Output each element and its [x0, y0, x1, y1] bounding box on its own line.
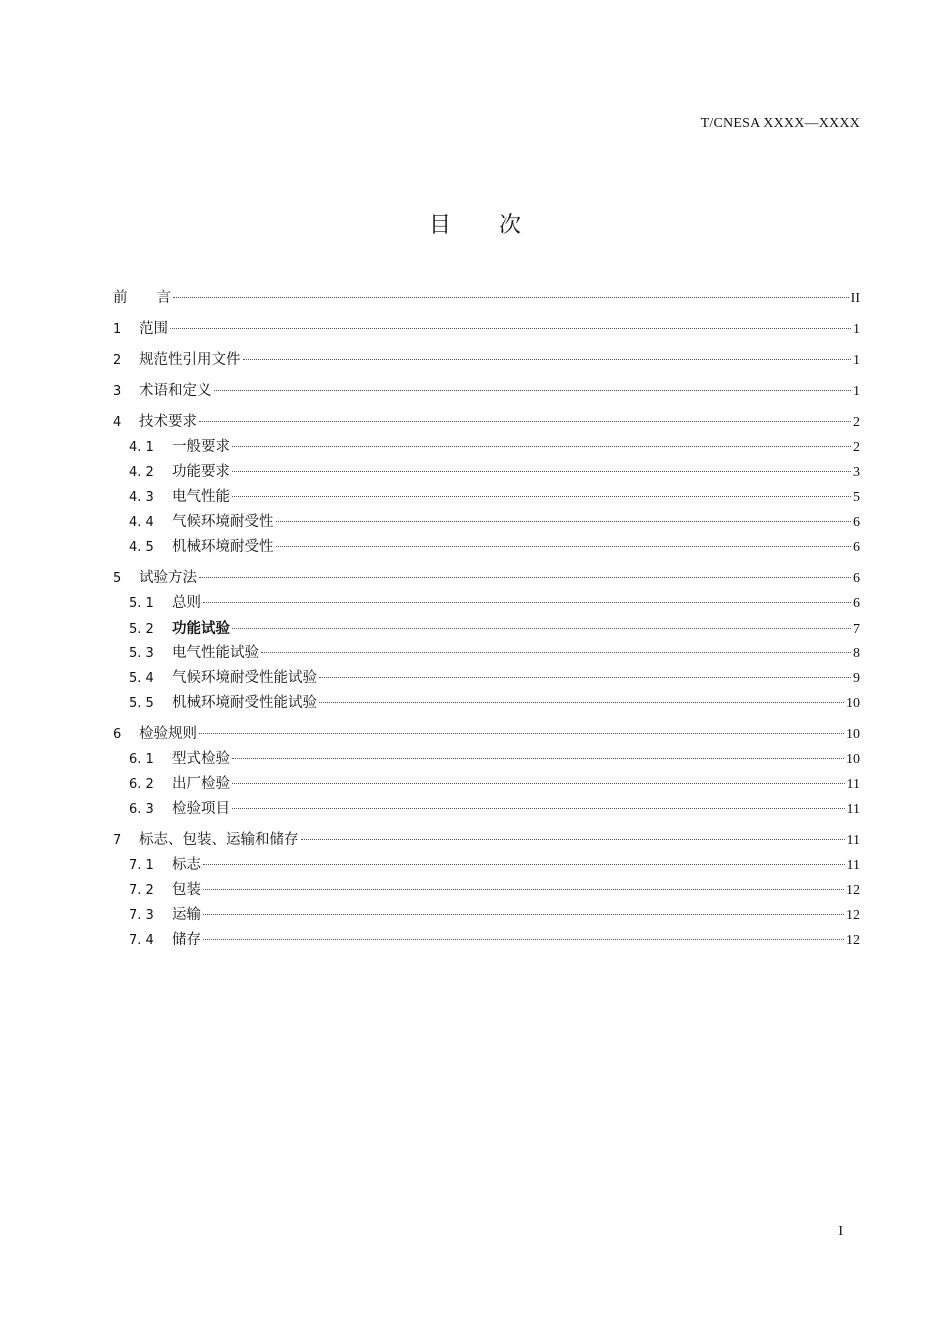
toc-entry-page: 10 — [846, 696, 860, 711]
toc-entry-page: 1 — [853, 322, 860, 337]
toc-subentry[interactable] — [113, 878, 860, 903]
toc-entry-number: 4. 4 — [129, 515, 154, 530]
toc-entry-number: 6. 1 — [129, 752, 154, 767]
toc-entry-page: 10 — [846, 752, 860, 767]
toc-entry-title: 技术要求 — [139, 414, 197, 430]
toc-entry-page: 6 — [853, 571, 860, 586]
toc-entry-number: 3 — [113, 384, 122, 399]
toc-entry-page: 5 — [853, 490, 860, 505]
toc-entry-title: 标志 — [172, 857, 201, 873]
toc-entry-page: 6 — [853, 515, 860, 530]
toc-entry-number: 6 — [113, 727, 122, 742]
toc-heading — [0, 208, 950, 239]
toc-entry-number: 7 — [113, 833, 122, 848]
toc-entry-title: 运输 — [172, 907, 201, 923]
toc-entry-foreword[interactable] — [113, 286, 860, 311]
dot-leader — [232, 808, 845, 809]
toc-entry-number: 4. 1 — [129, 440, 154, 455]
dot-leader — [276, 521, 852, 522]
dot-leader — [173, 297, 849, 298]
toc-entry-title: 总则 — [172, 595, 201, 611]
toc-entry-number: 5. 5 — [129, 696, 154, 711]
toc-subentry[interactable] — [113, 641, 860, 666]
dot-leader — [203, 939, 844, 940]
toc-subentry[interactable] — [113, 485, 860, 510]
toc-entry-number: 4. 2 — [129, 465, 154, 480]
toc-entry-page: 6 — [853, 596, 860, 611]
dot-leader — [232, 758, 844, 759]
toc-entry[interactable] — [113, 379, 860, 404]
toc-entry-number: 5. 3 — [129, 646, 154, 661]
toc-entry-title: 规范性引用文件 — [139, 352, 241, 368]
dot-leader — [319, 677, 851, 678]
toc-subentry[interactable] — [113, 691, 860, 716]
toc-entry-title: 功能试验 — [172, 620, 230, 637]
toc-entry-page: 11 — [846, 777, 860, 792]
toc-entry-number: 5. 2 — [129, 622, 154, 637]
toc-entry-page: 2 — [853, 440, 860, 455]
toc-entry-number: 4 — [113, 415, 122, 430]
dot-leader — [232, 628, 851, 629]
dot-leader — [203, 889, 844, 890]
toc-entry-title: 电气性能试验 — [172, 645, 259, 661]
toc-entry-number: 5 — [113, 571, 122, 586]
dot-leader — [276, 546, 852, 547]
toc-entry-page: 11 — [846, 802, 860, 817]
toc-subentry[interactable] — [113, 460, 860, 485]
toc-entry-page: 11 — [846, 833, 860, 848]
toc-entry-number: 2 — [113, 353, 122, 368]
toc-subentry[interactable] — [113, 666, 860, 691]
dot-leader — [232, 496, 851, 497]
toc-entry-title: 功能要求 — [172, 464, 230, 480]
toc-entry[interactable] — [113, 566, 860, 591]
toc-entry-title: 检验项目 — [172, 801, 230, 817]
toc-entry-title: 术语和定义 — [139, 383, 212, 399]
toc-heading-char: 次 — [499, 213, 522, 238]
toc-subentry[interactable] — [113, 747, 860, 772]
toc-entry-page: 2 — [853, 415, 860, 430]
toc-subentry[interactable] — [113, 928, 860, 953]
toc-entry-title: 型式检验 — [172, 751, 230, 767]
dot-leader — [261, 652, 851, 653]
toc-entry-number: 7. 3 — [129, 908, 154, 923]
dot-leader — [214, 390, 852, 391]
toc-entry-number: 5. 1 — [129, 596, 154, 611]
toc-entry[interactable] — [113, 317, 860, 342]
toc-entry-page: 12 — [846, 883, 860, 898]
toc-entry[interactable] — [113, 410, 860, 435]
toc-subentry[interactable] — [113, 591, 860, 616]
toc-entry-page: 6 — [853, 540, 860, 555]
toc-subentry[interactable] — [113, 535, 860, 560]
toc-entry-page: 11 — [846, 858, 860, 873]
toc-subentry[interactable] — [113, 435, 860, 460]
toc-entry-title: 检验规则 — [139, 726, 197, 742]
toc-entry[interactable] — [113, 348, 860, 373]
toc-entry-page: 7 — [853, 622, 860, 637]
toc-entry-number: 4. 3 — [129, 490, 154, 505]
toc-entry-page: 3 — [853, 465, 860, 480]
toc-entry-title: 标志、包装、运输和储存 — [139, 832, 299, 848]
toc-entry-page: II — [850, 291, 860, 306]
toc-subentry[interactable] — [113, 903, 860, 928]
toc-entry-title: 出厂检验 — [172, 776, 230, 792]
toc-entry-page: 9 — [853, 671, 860, 686]
toc-entry-number: 6. 3 — [129, 802, 154, 817]
toc-entry-page: 8 — [853, 646, 860, 661]
page-number: I — [838, 1224, 843, 1239]
toc-entry-page: 12 — [846, 908, 860, 923]
toc-entry-title: 储存 — [172, 932, 201, 948]
toc-entry[interactable] — [113, 828, 860, 853]
toc-subentry[interactable] — [113, 510, 860, 535]
toc-entry-number: 7. 1 — [129, 858, 154, 873]
dot-leader — [319, 702, 844, 703]
toc-entry-page: 1 — [853, 384, 860, 399]
toc-entry-title: 气候环境耐受性 — [172, 514, 274, 530]
toc-subentry[interactable] — [113, 616, 860, 641]
toc-entry-number: 6. 2 — [129, 777, 154, 792]
dot-leader — [199, 733, 844, 734]
toc-entry-number: 1 — [113, 322, 122, 337]
toc-entry-title: 包装 — [172, 882, 201, 898]
dot-leader — [243, 359, 852, 360]
toc-subentry[interactable] — [113, 772, 860, 797]
dot-leader — [232, 471, 851, 472]
toc-entry-title: 机械环境耐受性能试验 — [172, 695, 317, 711]
toc-entry-number: 5. 4 — [129, 671, 154, 686]
dot-leader — [203, 602, 851, 603]
dot-leader — [232, 783, 845, 784]
toc-entry-number: 7. 2 — [129, 883, 154, 898]
toc-subentry[interactable] — [113, 797, 860, 822]
dot-leader — [199, 421, 851, 422]
toc-entry-number: 7. 4 — [129, 933, 154, 948]
toc-entry-title: 前 言 — [113, 290, 171, 306]
toc-entry-page: 10 — [846, 727, 860, 742]
toc-heading-char: 目 — [428, 213, 451, 238]
toc-entry-title: 范围 — [139, 321, 168, 337]
toc-subentry[interactable] — [113, 853, 860, 878]
toc-entry-page: 12 — [846, 933, 860, 948]
table-of-contents — [113, 286, 860, 953]
toc-entry-page: 1 — [853, 353, 860, 368]
dot-leader — [301, 839, 845, 840]
dot-leader — [170, 328, 851, 329]
toc-entry-title: 气候环境耐受性能试验 — [172, 670, 317, 686]
toc-entry-title: 一般要求 — [172, 439, 230, 455]
dot-leader — [203, 914, 844, 915]
toc-entry-title: 电气性能 — [172, 489, 230, 505]
toc-entry-title: 机械环境耐受性 — [172, 539, 274, 555]
toc-entry-title: 试验方法 — [139, 570, 197, 586]
dot-leader — [232, 446, 851, 447]
dot-leader — [199, 577, 851, 578]
dot-leader — [203, 864, 845, 865]
toc-entry[interactable] — [113, 722, 860, 747]
document-code: T/CNESA XXXX—XXXX — [700, 116, 860, 131]
toc-entry-number: 4. 5 — [129, 540, 154, 555]
